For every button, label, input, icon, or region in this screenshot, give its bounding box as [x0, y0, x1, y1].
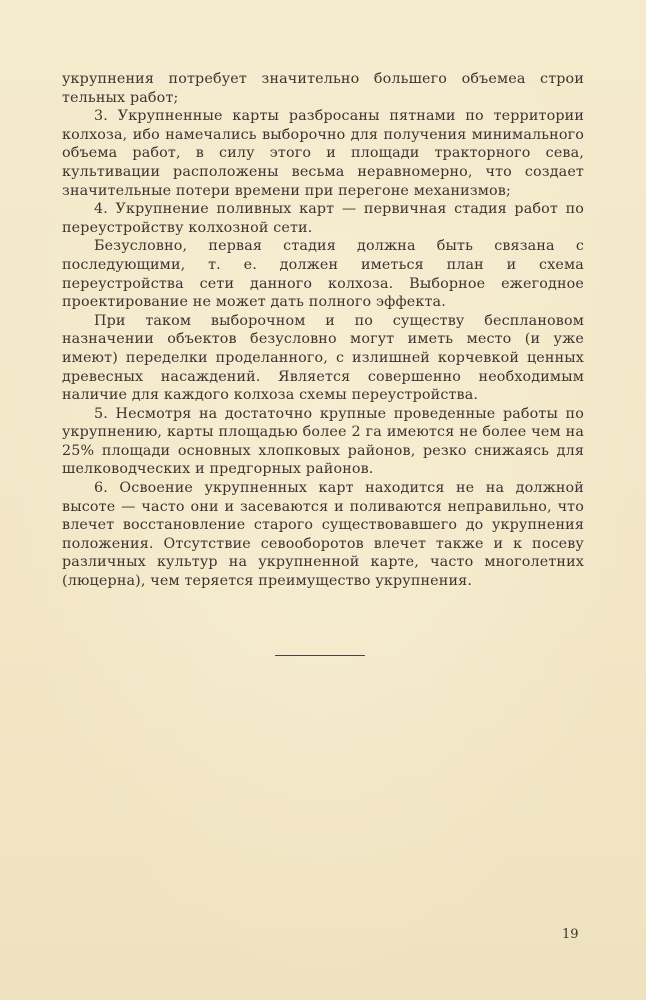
- paragraph-selective-design: При таком выборочном и по существу бесплановом назначении объектов безусловно могут иметь место (и уже имеют) переделки проделанного, с излишней корчевкой ценных древесных насаждений. Является совершенно необходимым наличие для каждого колхоза схемы переустройства.: [62, 312, 584, 404]
- paragraph-point-6: 6. Освоение укрупненных карт находится не на должной высоте — часто они и засеваются и поливаются неправильно, что влечет восстановление старого существовавшего до укрупнения положения. Отсутствие севооборотов влечет также и к посеву различных культур на укрупненной карте, часто многолетних (люцерна), чем теряется преимущество укрупнения.: [62, 480, 584, 590]
- paragraph-point-4: 4. Укрупнение поливных карт — первичная стадия работ по переустройству колхозной сети.: [62, 201, 584, 236]
- section-divider: [275, 655, 365, 656]
- paragraph-point-5: 5. Несмотря на достаточно крупные проведенные работы по укрупнению, карты площадью более 2 га имеются не более чем на 25% площади основных хлопковых районов, резко снижаясь для шелководческих и предгорных районов.: [62, 405, 584, 478]
- body-text: [62, 70, 584, 591]
- page-number: 19: [562, 927, 579, 942]
- paragraph-continuation: укрупнения потребует значительно большего объемеа строи тельных работ;: [62, 71, 584, 106]
- paragraph-point-3: 3. Укрупненные карты разбросаны пятнами по территории колхоза, ибо намечались выборочно для получения минимального объема работ, в силу этого и площади тракторного сева, культивации расположены весьма неравномерно, что создает значительные потери времени при перегоне механизмов;: [62, 108, 584, 199]
- paragraph-plan-requirement: Безусловно, первая стадия должна быть связана с последующими, т. е. должен иметься план и схема переустройства сети данного колхоза. Выборное ежегодное проектирование не может дать полного эффекта.: [62, 238, 584, 311]
